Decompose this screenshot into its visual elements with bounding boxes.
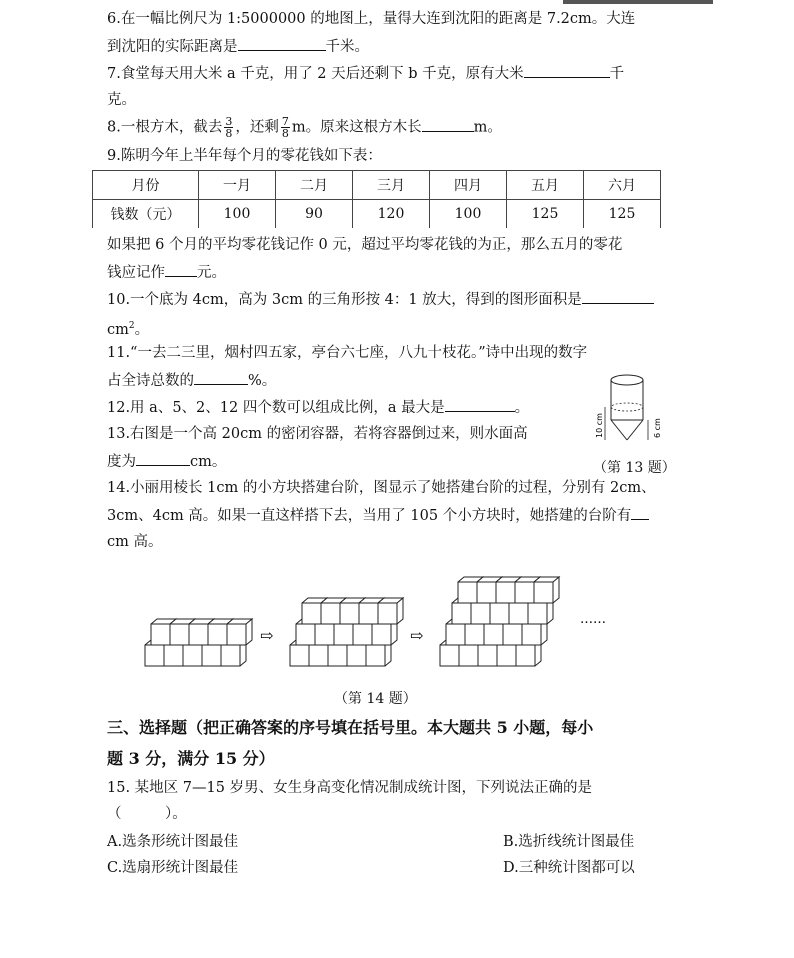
q8-text-b: ，还剩 — [235, 119, 279, 136]
table-cell: 90 — [276, 200, 353, 229]
allowance-table — [92, 170, 661, 228]
top-edge-bar — [563, 0, 713, 4]
q14-line3: cm 高。 — [107, 534, 163, 550]
stair-2cm — [145, 619, 252, 666]
q10-text-a: 10.一个底为 4cm，高为 3cm 的三角形按 4：1 放大，得到的图形面积是 — [107, 292, 582, 308]
unit-cube — [227, 619, 252, 645]
q15-option-d[interactable]: D.三种统计图都可以 — [503, 860, 635, 876]
q11-line2 — [107, 370, 276, 391]
q11-text-b: %。 — [248, 373, 277, 389]
q14-answer-blank[interactable] — [631, 505, 649, 520]
q9-answer-blank[interactable] — [165, 262, 197, 277]
q12-line — [107, 397, 529, 418]
q10-answer-blank[interactable] — [582, 289, 654, 304]
q7-answer-blank[interactable] — [524, 63, 610, 78]
table-cell: 六月 — [584, 171, 661, 200]
arrow-icon: ⇨ — [410, 626, 424, 645]
q9-line2 — [107, 262, 226, 283]
q13-answer-blank[interactable] — [136, 451, 190, 466]
q11-answer-blank[interactable] — [194, 370, 248, 385]
q6-line1: 6.在一幅比例尺为 1:5000000 的地图上，量得大连到沈阳的距离是 7.2cm。大连 — [107, 11, 636, 27]
table-cell: 125 — [507, 200, 584, 229]
q6-text-b: 千米。 — [325, 39, 369, 55]
q10-unit: cm — [107, 321, 129, 338]
q14-text-a: 3cm、4cm 高。如果一直这样搭下去，当用了 105 个小方块时，她搭建的台阶有 — [107, 508, 632, 524]
q15-paren[interactable]: （ ）。 — [107, 806, 187, 822]
q8-fraction-1 — [224, 116, 233, 139]
q15-option-c[interactable]: C.选扇形统计图最佳 — [107, 860, 239, 876]
q8-text-d: m。 — [473, 119, 502, 136]
q10-tail: 。 — [134, 321, 150, 338]
q9-text-b: 元。 — [197, 265, 226, 281]
label-10cm: 10 cm — [595, 413, 604, 438]
q7-text-b: 千 — [609, 66, 625, 82]
q9-intro: 9.陈明今年上半年每个月的零花钱如下表： — [107, 148, 382, 164]
ellipsis: …… — [580, 612, 606, 627]
table-cell: 钱数（元） — [93, 200, 199, 229]
q8-fraction-2-num: 7 — [281, 115, 289, 128]
q8-fraction-1-num: 3 — [225, 115, 233, 128]
q7-text-a: 7.食堂每天用大米 a 千克，用了 2 天后还剩下 b 千克，原有大米 — [107, 66, 524, 82]
q8-answer-blank[interactable] — [422, 117, 474, 132]
stair-4cm — [440, 577, 559, 666]
label-6cm: 6 cm — [653, 418, 662, 438]
q13-text-a: 度为 — [107, 454, 136, 470]
q14-line1: 14.小丽用棱长 1cm 的小方块搭建台阶，图显示了她搭建台阶的过程，分别有 2cm、 — [107, 480, 656, 496]
table-cell: 二月 — [276, 171, 353, 200]
section3-heading-line1: 三、选择题（把正确答案的序号填在括号里。本大题共 5 小题，每小 — [107, 718, 594, 737]
q8-text-c: m。原来这根方木长 — [291, 119, 422, 136]
q7-line2: 克。 — [107, 92, 136, 108]
q6-line2 — [107, 36, 369, 57]
q9-text-a: 钱应记作 — [107, 265, 165, 281]
stair-3cm — [290, 598, 403, 666]
staircase-figure — [0, 555, 794, 675]
q12-answer-blank[interactable] — [445, 397, 515, 412]
section3-heading-line2: 题 3 分，满分 15 分） — [107, 749, 275, 768]
table-cell: 100 — [199, 200, 276, 229]
arrow-icon: ⇨ — [260, 626, 274, 645]
q8-line — [107, 116, 502, 139]
table-cell: 五月 — [507, 171, 584, 200]
table-cell: 三月 — [353, 171, 430, 200]
q9-line1: 如果把 6 个月的平均零花钱记作 0 元，超过平均零花钱的为正，那么五月的零花 — [107, 237, 623, 253]
q12-text-b: 。 — [514, 400, 530, 416]
table-row — [93, 200, 661, 229]
q7-line1 — [107, 63, 624, 84]
q10-unit-sup: 2 — [128, 321, 135, 331]
container-figure — [588, 372, 670, 448]
q15-line1: 15. 某地区 7—15 岁男、女生身高变化情况制成统计图，下列说法正确的是 — [107, 780, 593, 796]
q8-text-a: 8.一根方木，截去 — [107, 119, 223, 136]
q11-line1: 11.“一去二三里，烟村四五家，亭台六七座，八九十枝花。”诗中出现的数字 — [107, 345, 588, 361]
q10-line2 — [107, 316, 149, 340]
q13-line2 — [107, 451, 226, 472]
q8-fraction-1-den: 8 — [225, 127, 233, 140]
q6-text-a: 到沈阳的实际距离是 — [107, 39, 238, 55]
q11-text-a: 占全诗总数的 — [107, 373, 194, 389]
table-cell: 120 — [353, 200, 430, 229]
table-cell: 100 — [430, 200, 507, 229]
table-header-row — [93, 171, 661, 200]
table-cell: 月份 — [93, 171, 199, 200]
q12-text-a: 12.用 a、5、2、12 四个数可以组成比例，a 最大是 — [107, 400, 445, 416]
q15-option-b[interactable]: B.选折线统计图最佳 — [503, 834, 635, 850]
table-cell: 一月 — [199, 171, 276, 200]
table-cell: 125 — [584, 200, 661, 229]
q8-fraction-2-den: 8 — [281, 127, 289, 140]
unit-cube — [378, 598, 403, 624]
q13-line1: 13.右图是一个高 20cm 的密闭容器，若将容器倒过来，则水面高 — [107, 426, 528, 442]
q14-caption: （第 14 题） — [334, 691, 417, 707]
table-cell: 四月 — [430, 171, 507, 200]
q15-option-a[interactable]: A.选条形统计图最佳 — [107, 834, 239, 850]
q8-fraction-2 — [281, 116, 290, 139]
q14-line2 — [107, 505, 649, 526]
q6-answer-blank[interactable] — [238, 36, 326, 51]
q10-line1 — [107, 289, 654, 310]
q13-text-b: cm。 — [190, 454, 227, 470]
unit-cube — [534, 577, 559, 603]
q13-caption: （第 13 题） — [593, 460, 676, 476]
